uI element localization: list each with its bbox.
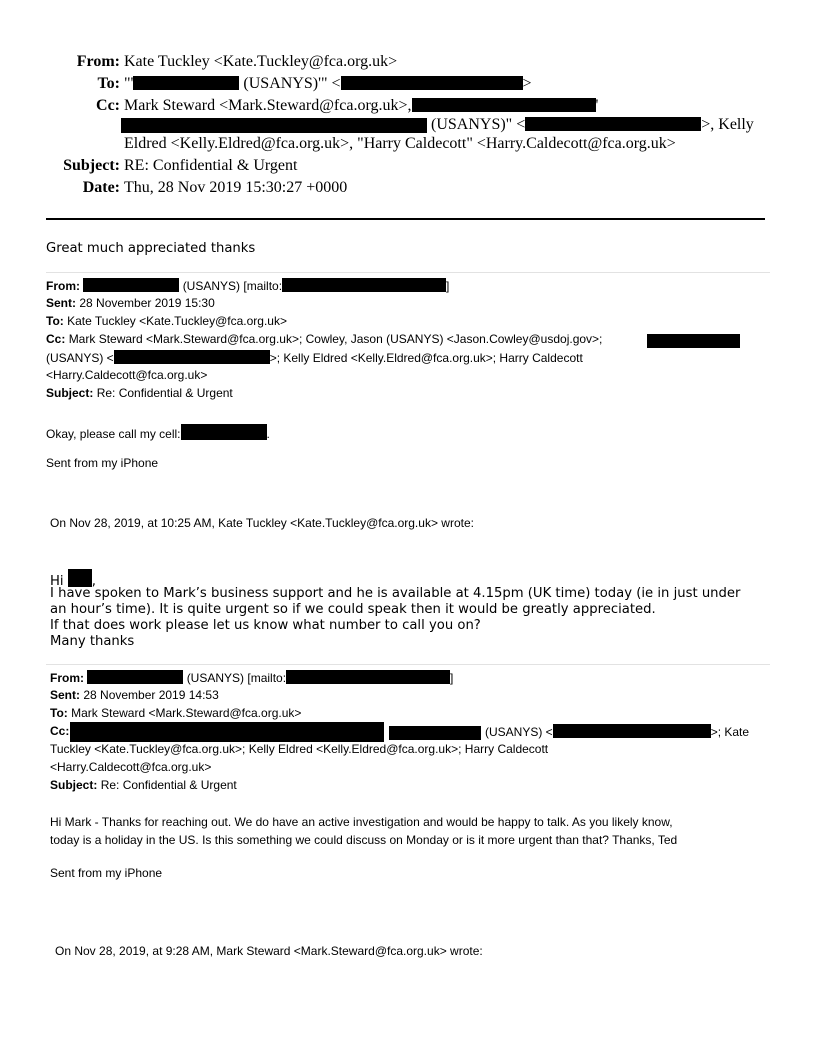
msg2-from-label: From: xyxy=(50,671,84,685)
msg2-sent-line xyxy=(50,688,219,702)
msg1-body xyxy=(46,424,270,441)
msg1-sent-label: Sent: xyxy=(46,296,76,310)
msg1-subject-line xyxy=(46,386,233,400)
header-to-mid: (USANYS)'" < xyxy=(243,75,341,92)
header-subject-label: Subject: xyxy=(63,157,120,174)
header-date-value: Thu, 28 Nov 2019 15:30:27 +0000 xyxy=(124,179,348,196)
msg1-subject-value: Re: Confidential & Urgent xyxy=(96,386,233,400)
redaction-block xyxy=(114,350,270,364)
msg2-body-line1: Hi Mark - Thanks for reaching out. We do have an active investigation and would be happy to talk. As you likely know, xyxy=(50,815,673,829)
msg1-from-text: (USANYS) [mailto: xyxy=(182,279,283,293)
header-date-label: Date: xyxy=(82,179,120,196)
quote1-hi: Hi xyxy=(50,574,64,589)
msg1-to-value: Kate Tuckley <Kate.Tuckley@fca.org.uk> xyxy=(67,314,287,328)
divider xyxy=(46,272,770,273)
msg2-subject-label: Subject: xyxy=(50,778,98,792)
quote1-on-line: On Nov 28, 2019, at 10:25 AM, Kate Tuckley <Kate.Tuckley@fca.org.uk> wrote: xyxy=(50,516,474,530)
msg2-cc-text: >; Kate xyxy=(710,725,750,739)
header-cc-text: >, Kelly xyxy=(701,116,754,133)
header-divider xyxy=(46,218,765,220)
header-cc-text: Mark Steward <Mark.Steward@fca.org.uk>, xyxy=(124,97,412,114)
quote1-line: Many thanks xyxy=(50,634,135,649)
msg1-from-line xyxy=(46,278,449,293)
msg2-sent-label: Sent: xyxy=(50,688,80,702)
msg2-to-line xyxy=(50,706,301,720)
msg1-cc-text: >; Kelly Eldred <Kelly.Eldred@fca.org.uk>; Harry Caldecott xyxy=(269,351,583,365)
header-cc-label: Cc: xyxy=(96,97,120,114)
msg1-to-label: To: xyxy=(46,314,64,328)
msg2-cc-line3: <Harry.Caldecott@fca.org.uk> xyxy=(50,760,212,774)
msg2-to-value: Mark Steward <Mark.Steward@fca.org.uk> xyxy=(71,706,302,720)
quote1-line: an hour’s time). It is quite urgent so if we could speak then it would be greatly appreciated. xyxy=(50,602,656,617)
quote1-hi-end: , xyxy=(91,574,96,589)
msg1-cc-label: Cc: xyxy=(46,332,66,346)
msg1-to-line xyxy=(46,314,287,328)
msg1-from-text: ] xyxy=(446,279,450,293)
header-cc-line1 xyxy=(124,97,598,115)
redaction-block xyxy=(389,726,481,740)
header-from-value: Kate Tuckley <Kate.Tuckley@fca.org.uk> xyxy=(124,53,398,70)
redaction-block xyxy=(647,334,740,348)
body-reply: Great much appreciated thanks xyxy=(46,241,256,256)
msg1-body-text: . xyxy=(266,427,270,441)
msg2-from-line xyxy=(50,670,453,685)
header-to-open: "' xyxy=(124,75,134,92)
header-cc-line3: Eldred <Kelly.Eldred@fca.org.uk>, "Harry Caldecott" <Harry.Caldecott@fca.org.uk> xyxy=(124,135,676,152)
redaction-block xyxy=(282,278,446,292)
msg1-cc-line3: <Harry.Caldecott@fca.org.uk> xyxy=(46,368,208,382)
redaction-block xyxy=(70,722,384,742)
msg2-cc-line2: Tuckley <Kate.Tuckley@fca.org.uk>; Kelly Eldred <Kelly.Eldred@fca.org.uk>; Harry Caldecott xyxy=(50,742,549,756)
msg2-subject-line xyxy=(50,778,237,792)
redaction-block xyxy=(87,670,183,684)
redaction-block xyxy=(412,98,596,112)
redaction-block xyxy=(121,118,427,133)
divider xyxy=(46,664,770,665)
header-to-label: To: xyxy=(97,75,120,92)
header-cc-line2 xyxy=(431,116,754,134)
msg1-sent-value: 28 November 2019 15:30 xyxy=(79,296,215,310)
msg1-cc-text: (USANYS) < xyxy=(46,351,114,365)
header-from-label: From: xyxy=(76,53,120,70)
redaction-block xyxy=(83,278,179,292)
msg2-cc-text: (USANYS) < xyxy=(485,725,553,739)
msg1-subject-label: Subject: xyxy=(46,386,94,400)
msg1-cc-line1 xyxy=(46,332,602,346)
msg2-cc-line1 xyxy=(485,724,749,739)
msg2-sent-value: 28 November 2019 14:53 xyxy=(83,688,219,702)
redaction-block xyxy=(68,569,92,587)
msg1-signature: Sent from my iPhone xyxy=(46,456,159,470)
redaction-block xyxy=(525,117,701,131)
msg2-subject-value: Re: Confidential & Urgent xyxy=(100,778,237,792)
redaction-block xyxy=(286,670,450,684)
msg1-body-text: Okay, please call my cell: xyxy=(46,427,181,441)
redaction-block xyxy=(553,724,711,738)
msg2-to-label: To: xyxy=(50,706,68,720)
header-to-value xyxy=(124,75,532,93)
quote1-line: If that does work please let us know what number to call you on? xyxy=(50,618,481,633)
quote1-line: I have spoken to Mark’s business support and he is available at 4.15pm (UK time) today (ie in just under xyxy=(50,586,741,601)
msg2-from-text: ] xyxy=(450,671,454,685)
msg2-signature: Sent from my iPhone xyxy=(50,866,163,880)
msg2-from-text: (USANYS) [mailto: xyxy=(186,671,287,685)
msg1-sent-line xyxy=(46,296,215,310)
redaction-block xyxy=(341,76,523,90)
redaction-block xyxy=(181,424,267,440)
msg1-cc-text: Mark Steward <Mark.Steward@fca.org.uk>; Cowley, Jason (USANYS) <Jason.Cowley@usdoj.gov>; xyxy=(68,332,603,346)
msg2-body-line2: today is a holiday in the US. Is this something we could discuss on Monday or is it more urgent than that? Thanks, Ted xyxy=(50,833,678,847)
msg1-from-label: From: xyxy=(46,279,80,293)
msg1-cc-line2 xyxy=(46,350,583,365)
header-cc-text: ' xyxy=(595,97,599,114)
quote2-on-line: On Nov 28, 2019, at 9:28 AM, Mark Steward <Mark.Steward@fca.org.uk> wrote: xyxy=(55,944,483,958)
msg2-cc-label: Cc: xyxy=(50,724,70,738)
redaction-block xyxy=(133,76,239,90)
header-cc-text: (USANYS)" < xyxy=(431,116,526,133)
header-subject-value: RE: Confidential & Urgent xyxy=(124,157,298,174)
header-to-close: > xyxy=(522,75,532,92)
